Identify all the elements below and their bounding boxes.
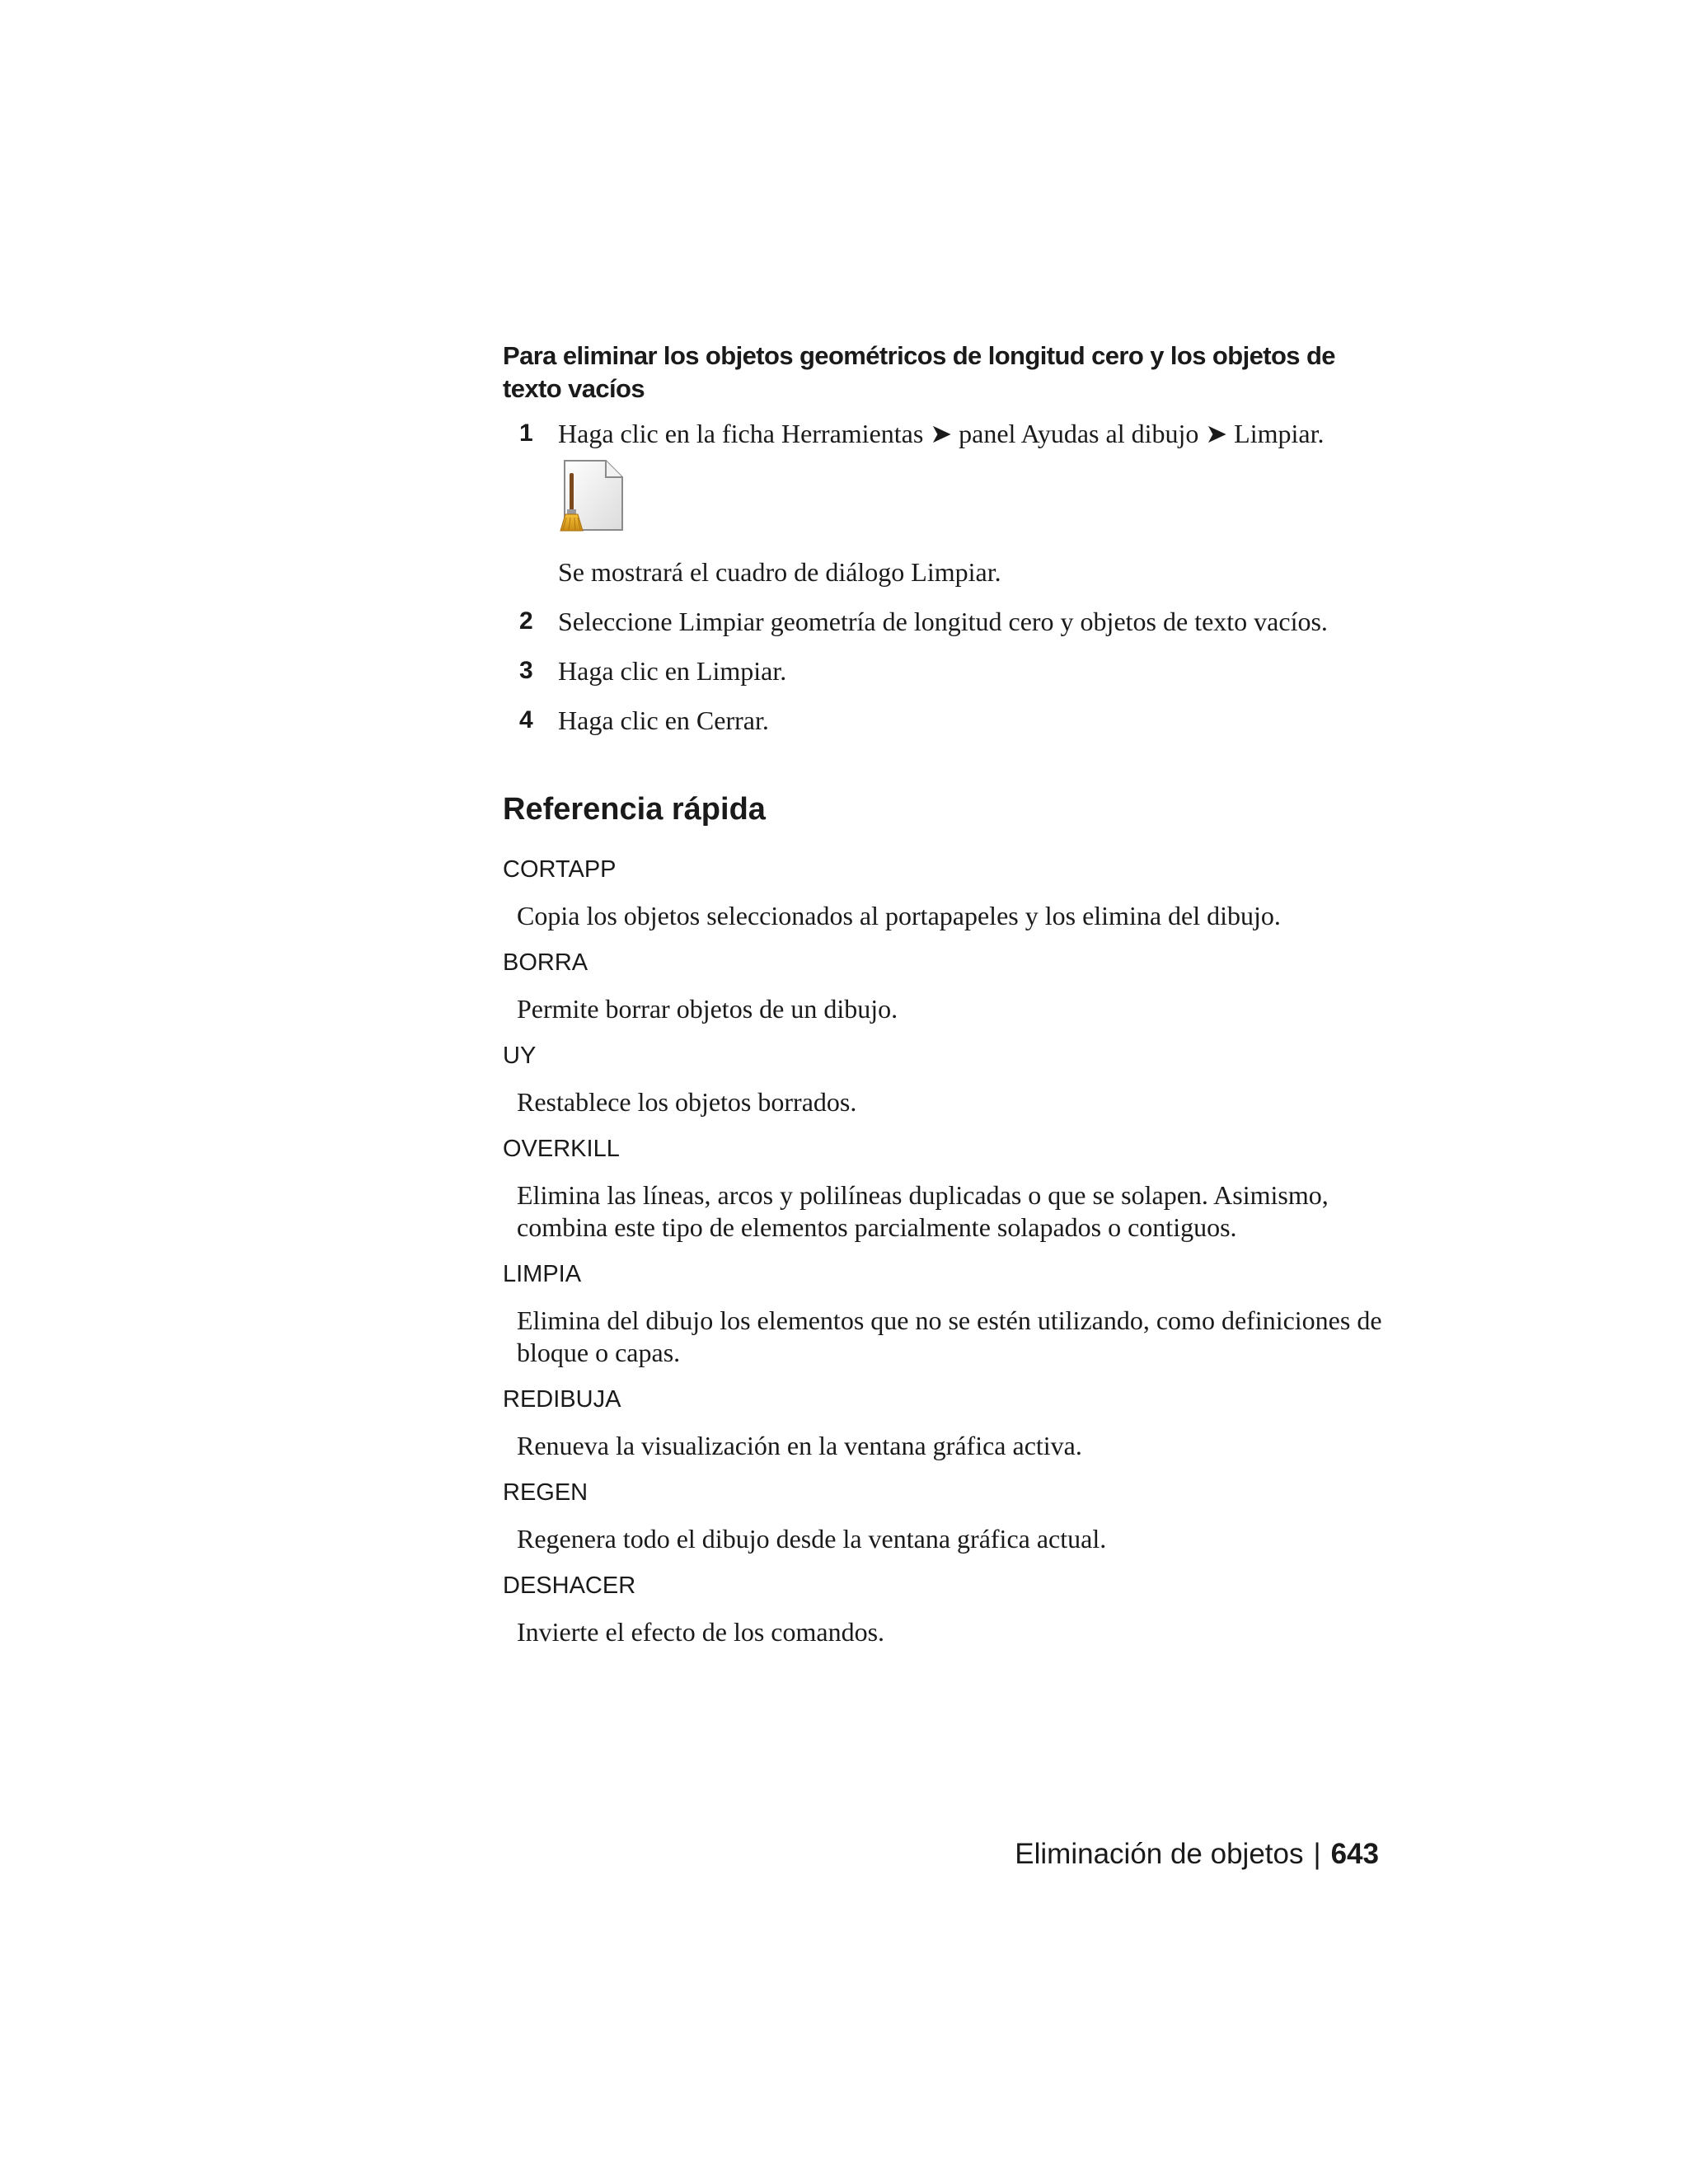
command-description: Permite borrar objetos de un dibujo. <box>517 994 898 1024</box>
step-number: 2 <box>519 607 533 635</box>
command-description: Elimina del dibujo los elementos que no se estén utilizando, como definiciones de bloque o capas. <box>517 1305 1382 1367</box>
command-description: Regenera todo el dibujo desde la ventana gráfica actual. <box>517 1524 1107 1554</box>
step-note: Se mostrará el cuadro de diálogo Limpiar. <box>558 557 1001 587</box>
command-name: UY <box>503 1043 537 1069</box>
step-text: Haga clic en la ficha Herramientas ➤ panel Ayudas al dibujo ➤ Limpiar. <box>558 419 1325 448</box>
step-number: 1 <box>519 419 533 447</box>
quick-reference-list <box>503 854 1385 1648</box>
footer-separator: | <box>1313 1838 1321 1870</box>
procedure-steps <box>503 417 1385 737</box>
command-name: REGEN <box>503 1479 588 1506</box>
step-text: Haga clic en Cerrar. <box>558 705 769 735</box>
step-text: Seleccione Limpiar geometría de longitud cero y objetos de texto vacíos. <box>558 607 1328 636</box>
procedure-step-2 <box>503 605 1385 638</box>
command-name: REDIBUJA <box>503 1386 621 1413</box>
step-number: 4 <box>519 706 533 733</box>
purge-document-broom-icon <box>558 458 626 534</box>
command-name: LIMPIA <box>503 1261 582 1287</box>
page-number: 643 <box>1330 1838 1379 1870</box>
page-footer <box>1015 1836 1379 1872</box>
command-name: CORTAPP <box>503 856 617 883</box>
procedure-step-3 <box>503 654 1385 687</box>
command-name: DESHACER <box>503 1572 636 1599</box>
command-description: Copia los objetos seleccionados al portapapeles y los elimina del dibujo. <box>517 901 1281 930</box>
procedure-step-4 <box>503 704 1385 737</box>
step-text: Haga clic en Limpiar. <box>558 656 787 686</box>
page-content <box>503 340 1385 1663</box>
command-name: BORRA <box>503 949 588 976</box>
command-description: Renueva la visualización en la ventana gráfica activa. <box>517 1431 1082 1460</box>
step-number: 3 <box>519 657 533 684</box>
procedure-step-1 <box>503 417 1385 588</box>
quick-reference-title: Referencia rápida <box>503 792 766 827</box>
procedure-heading: Para eliminar los objetos geométricos de longitud cero y los objetos de texto vacíos <box>503 341 1335 403</box>
command-description: Restablece los objetos borrados. <box>517 1087 857 1117</box>
chapter-title: Eliminación de objetos <box>1015 1838 1304 1870</box>
command-name: OVERKILL <box>503 1136 620 1162</box>
command-description: Elimina las líneas, arcos y polilíneas duplicadas o que se solapen. Asimismo, combina este tipo de elementos parcialmente solapados o contiguos. <box>517 1180 1329 1242</box>
command-description: Invierte el efecto de los comandos. <box>517 1617 885 1647</box>
